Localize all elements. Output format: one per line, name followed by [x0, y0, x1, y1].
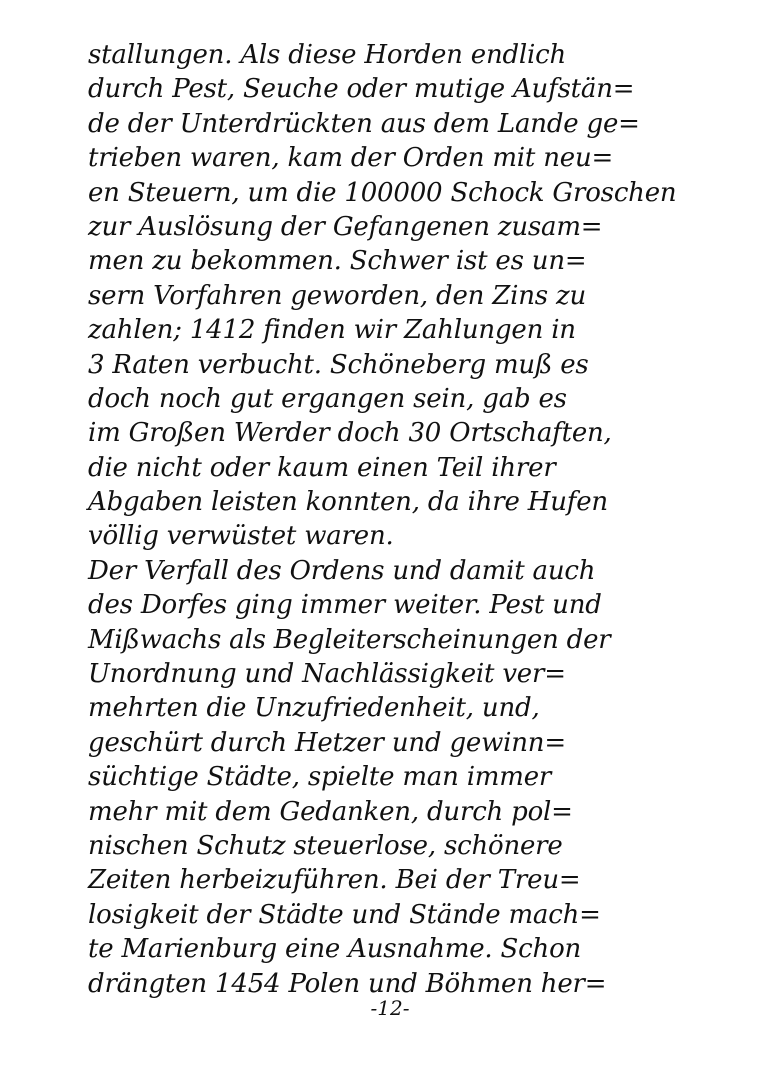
text-line-25: Zeiten herbeizuführen. Bei der Treu= — [88, 865, 581, 896]
text-line-8: sern Vorfahren geworden, den Zins zu — [88, 280, 587, 311]
text-line-24: nischen Schutz steuerlose, schönere — [88, 830, 563, 861]
text-line-13: die nicht oder kaum einen Teil ihrer — [88, 452, 556, 483]
text-line-19: Unordnung und Nachlässigkeit ver= — [88, 659, 566, 690]
text-line-17: des Dorfes ging immer weiter. Pest und — [88, 590, 602, 621]
text-line-18: Mißwachs als Begleiterscheinungen der — [88, 624, 611, 655]
text-line-16: Der Verfall des Ordens und damit auch — [88, 555, 596, 586]
text-line-28: drängten 1454 Polen und Böhmen her= — [88, 968, 607, 999]
text-line-10: 3 Raten verbucht. Schöneberg muß es — [88, 349, 589, 380]
text-line-14: Abgaben leisten konnten, da ihre Hufen — [88, 487, 608, 518]
text-line-23: mehr mit dem Gedanken, durch pol= — [88, 796, 573, 827]
text-line-6: zur Auslösung der Gefangenen zusam= — [88, 211, 603, 242]
text-line-21: geschürt durch Hetzer und gewinn= — [88, 727, 566, 758]
text-line-12: im Großen Werder doch 30 Ortschaften, — [88, 418, 612, 449]
text-line-5: en Steuern, um die 100000 Schock Groschen — [88, 177, 677, 208]
text-line-15: völlig verwüstet waren. — [88, 521, 394, 552]
text-line-2: durch Pest, Seuche oder mutige Aufstän= — [88, 74, 635, 105]
text-line-4: trieben waren, kam der Orden mit neu= — [88, 143, 614, 174]
text-line-20: mehrten die Unzufriedenheit, und, — [88, 693, 540, 724]
text-line-26: losigkeit der Städte und Stände mach= — [88, 899, 601, 930]
text-line-3: de der Unterdrückten aus dem Lande ge= — [88, 108, 640, 139]
text-line-11: doch noch gut ergangen sein, gab es — [88, 383, 567, 414]
handwritten-text-block — [88, 38, 748, 1001]
text-line-22: süchtige Städte, spielte man immer — [88, 762, 552, 793]
text-line-7: men zu bekommen. Schwer ist es un= — [88, 246, 587, 277]
text-line-9: zahlen; 1412 finden wir Zahlungen in — [88, 315, 576, 346]
text-line-1: stallungen. Als diese Horden endlich — [88, 40, 567, 70]
page-number: -12- — [370, 996, 410, 1020]
text-line-27: te Marienburg eine Ausnahme. Schon — [88, 934, 582, 965]
